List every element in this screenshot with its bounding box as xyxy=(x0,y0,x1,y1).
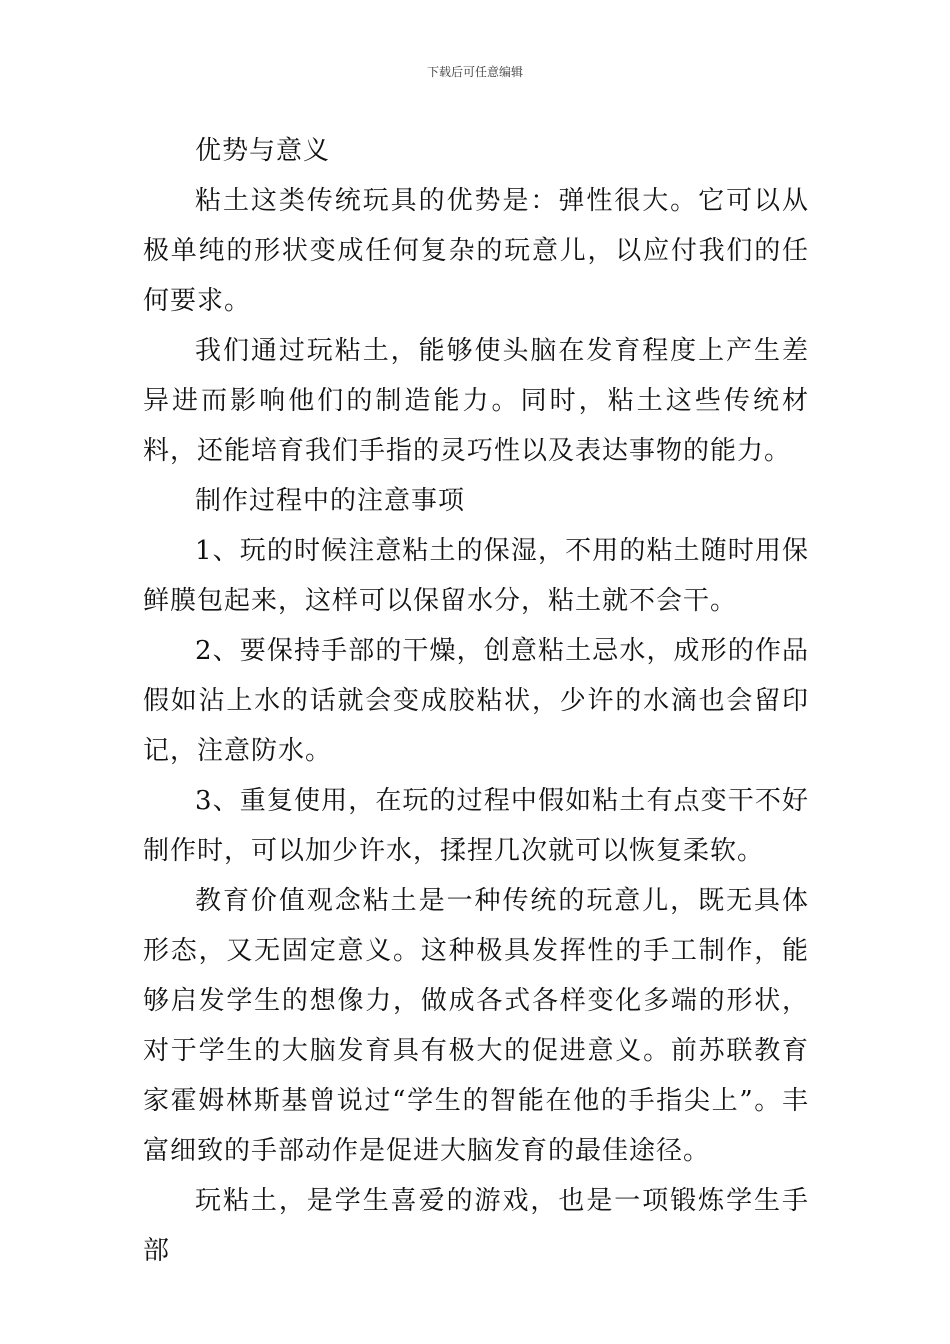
section-heading-advantages: 优势与意义 xyxy=(195,136,331,166)
paragraph-playing-clay: 玩粘土，是学生喜爱的游戏，也是一项锻炼学生手部 xyxy=(143,1186,809,1266)
list-item-precaution-2: 2、要保持手部的干燥，创意粘土忌水，成形的作品假如沾上水的话就会变成胶粘状，少许的水滴也会留印记，注意防水。 xyxy=(143,636,809,766)
section-heading-precautions: 制作过程中的注意事项 xyxy=(195,486,466,516)
document-body xyxy=(143,126,809,1276)
page-header: 下载后可任意编辑 xyxy=(426,65,523,79)
paragraph-brain-development: 我们通过玩粘土，能够使头脑在发育程度上产生差异进而影响他们的制造能力。同时，粘土这些传统材料，还能培育我们手指的灵巧性以及表达事物的能力。 xyxy=(143,336,809,466)
list-item-precaution-3: 3、重复使用，在玩的过程中假如粘土有点变干不好制作时，可以加少许水，揉捏几次就可以恢复柔软。 xyxy=(143,786,809,866)
list-item-precaution-1: 1、玩的时候注意粘土的保湿，不用的粘土随时用保鲜膜包起来，这样可以保留水分，粘土就不会干。 xyxy=(143,536,809,616)
paragraph-educational-value: 教育价值观念粘土是一种传统的玩意儿，既无具体形态，又无固定意义。这种极具发挥性的手工制作，能够启发学生的想像力，做成各式各样变化多端的形状，对于学生的大脑发育具有极大的促进意义。前苏联教育家霍姆林斯基曾说过“学生的智能在他的手指尖上”。丰富细致的手部动作是促进大脑发育的最佳途径。 xyxy=(143,886,809,1166)
paragraph-advantage: 粘土这类传统玩具的优势是：弹性很大。它可以从极单纯的形状变成任何复杂的玩意儿，以应付我们的任何要求。 xyxy=(143,186,809,316)
